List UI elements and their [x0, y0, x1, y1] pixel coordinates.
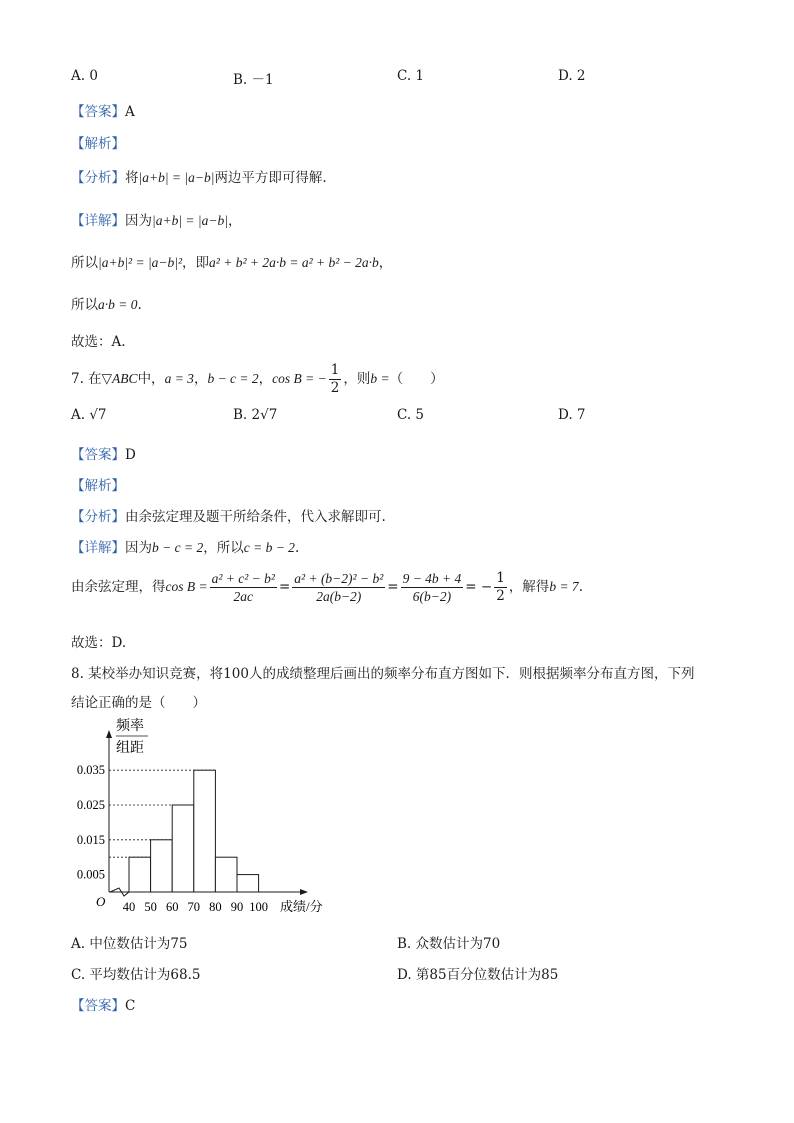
q8-option-d: D. 第85百分位数估计为85	[397, 967, 559, 983]
x-tick-label: 100	[249, 900, 268, 914]
solution-text: .	[578, 579, 583, 595]
fenxi-tag: 【分析】	[71, 509, 125, 525]
x-tick-label: 90	[230, 900, 244, 914]
x-axis-label: 成绩/分	[280, 899, 323, 914]
q6-fenxi-line	[71, 166, 327, 186]
q7-xiangjie-line	[71, 536, 299, 556]
y-tick-label: 0.025	[76, 798, 105, 812]
fraction-numerator: 1	[496, 570, 505, 586]
q7-stem	[71, 362, 444, 397]
stem-text: ，则	[343, 371, 371, 387]
solution-text: 由余弦定理，得	[71, 579, 166, 595]
q6-xiangjie-line	[71, 209, 241, 229]
q8-answer-line	[71, 994, 135, 1014]
analysis-tag: 【解析】	[71, 136, 125, 152]
triangle-symbol: ▽ABC	[101, 371, 138, 386]
solution-text: 因为	[125, 540, 152, 556]
solution-text: .	[137, 297, 142, 313]
fraction	[329, 362, 342, 397]
solution-text: ，即	[182, 255, 210, 271]
answer-tag: 【答案】	[71, 104, 125, 120]
q7-option-b: B. 2√7	[233, 407, 278, 423]
q7-law-of-cosines-line	[71, 570, 583, 605]
histogram-bar	[129, 857, 151, 892]
equals-sign: = −	[465, 579, 493, 595]
answer-tag: 【答案】	[71, 998, 125, 1014]
fraction-denominator: 2	[330, 380, 340, 396]
q6-answer-line	[71, 100, 135, 120]
fraction	[401, 570, 464, 605]
answer-tag: 【答案】	[71, 447, 125, 463]
y-tick-label: 0.035	[76, 763, 105, 778]
stem-text: ，	[193, 371, 208, 387]
stem-text: （ ）	[389, 371, 444, 387]
q6-option-a: A. 0	[71, 68, 98, 84]
q7-fenxi-line	[71, 505, 386, 525]
solution-text: 所以	[71, 255, 98, 271]
fraction-denominator: 6(b−2)	[412, 589, 452, 604]
y-label-bottom: 组距	[116, 741, 144, 756]
q8-option-c: C. 平均数估计为68.5	[71, 967, 201, 983]
histogram-bar	[151, 840, 173, 892]
math-expression: a·b = 0	[98, 297, 138, 312]
solution-text: .	[294, 540, 300, 556]
frequency-histogram	[66, 718, 356, 918]
fraction	[292, 570, 385, 605]
q8-option-a: A. 中位数估计为75	[71, 936, 188, 952]
solution-text: ，所以	[203, 540, 244, 556]
histogram-bar	[194, 770, 216, 892]
q6-solution-line-3	[71, 293, 142, 313]
math-expression: |a+b|² = |a−b|²	[98, 255, 183, 270]
fraction-denominator: 2a(b−2)	[316, 589, 362, 604]
q7-option-c: C. 5	[397, 407, 425, 423]
math-expression: cos B = −	[272, 371, 327, 386]
solution-text: ，	[227, 213, 242, 229]
solution-text: 因为	[125, 213, 152, 229]
solution-text: ，解得	[508, 579, 550, 595]
math-expression: b − c = 2	[152, 540, 204, 555]
x-tick-label: 70	[187, 900, 201, 914]
q6-option-d: D. 2	[558, 68, 586, 84]
y-tick-label: 0.015	[76, 832, 105, 847]
y-label-top: 频率	[116, 719, 144, 734]
fenxi-tag: 【分析】	[71, 170, 125, 186]
fraction-denominator: 2ac	[233, 589, 254, 604]
x-axis-arrow	[300, 889, 308, 895]
equals-sign: =	[387, 579, 399, 595]
fraction-numerator: 9 − 4b + 4	[402, 571, 462, 586]
analysis-tag: 【解析】	[71, 478, 125, 494]
xiangjie-tag: 【详解】	[71, 213, 125, 229]
solution-text: ，	[378, 255, 393, 271]
fenxi-text: 将	[125, 170, 139, 186]
q7-option-d: D. 7	[558, 407, 586, 423]
q6-option-b: B. －1	[233, 72, 274, 88]
answer-value: D	[125, 447, 136, 463]
stem-text: ，	[258, 371, 273, 387]
math-expression: cos B =	[165, 579, 208, 594]
math-expression: b − c = 2	[207, 371, 259, 386]
fraction-numerator: a² + c² − b²	[211, 571, 275, 586]
x-tick-label: 50	[144, 900, 157, 914]
histogram-bar	[237, 875, 259, 892]
fraction-denominator: 2	[496, 588, 505, 604]
math-expression: |a+b| = |a−b|	[138, 170, 215, 185]
answer-value: C	[125, 998, 136, 1014]
q6-option-c: C. 1	[397, 68, 425, 84]
x-tick-label: 40	[122, 900, 136, 914]
x-tick-label: 80	[209, 900, 222, 914]
fraction	[494, 570, 507, 605]
y-tick-label: 0.005	[76, 867, 105, 882]
fenxi-text: 两边平方即可得解.	[214, 170, 327, 186]
q7-option-a: A. √7	[71, 407, 107, 423]
equals-sign: =	[278, 579, 291, 595]
math-expression: |a+b| = |a−b|	[152, 213, 228, 228]
origin-label: O	[96, 894, 106, 909]
xiangjie-tag: 【详解】	[71, 540, 125, 556]
q7-answer-line	[71, 443, 136, 463]
stem-text: 7. 在	[71, 371, 102, 387]
q6-conclusion: 故选：A.	[71, 334, 126, 350]
q7-conclusion: 故选：D.	[71, 635, 127, 651]
solution-text: 所以	[71, 297, 98, 313]
q8-stem-line-2: 结论正确的是（ ）	[71, 695, 206, 711]
fenxi-text: 由余弦定理及题干所给条件，代入求解即可.	[125, 509, 386, 525]
fraction	[210, 570, 277, 605]
math-expression: c = b − 2	[243, 540, 295, 555]
q8-stem-line-1: 8. 某校举办知识竞赛，将100人的成绩整理后画出的频率分布直方图如下．则根据频率分布直方图，下列	[71, 666, 695, 682]
y-axis-arrow	[106, 730, 112, 738]
math-expression: b =	[370, 371, 390, 386]
math-expression: a = 3	[164, 371, 194, 386]
fraction-numerator: a² + (b−2)² − b²	[294, 571, 384, 586]
math-expression: a² + b² + 2a·b = a² + b² − 2a·b	[209, 255, 379, 270]
histogram-marks	[77, 763, 268, 914]
histogram-bar	[215, 857, 237, 892]
stem-text: 中，	[137, 371, 165, 387]
q6-solution-line-2	[71, 251, 392, 271]
fraction-numerator: 1	[330, 362, 340, 378]
q8-option-b: B. 众数估计为70	[397, 936, 501, 952]
math-expression: b = 7	[549, 579, 579, 594]
x-tick-label: 60	[165, 900, 179, 914]
histogram-bar	[172, 805, 194, 892]
answer-value: A	[125, 104, 135, 120]
